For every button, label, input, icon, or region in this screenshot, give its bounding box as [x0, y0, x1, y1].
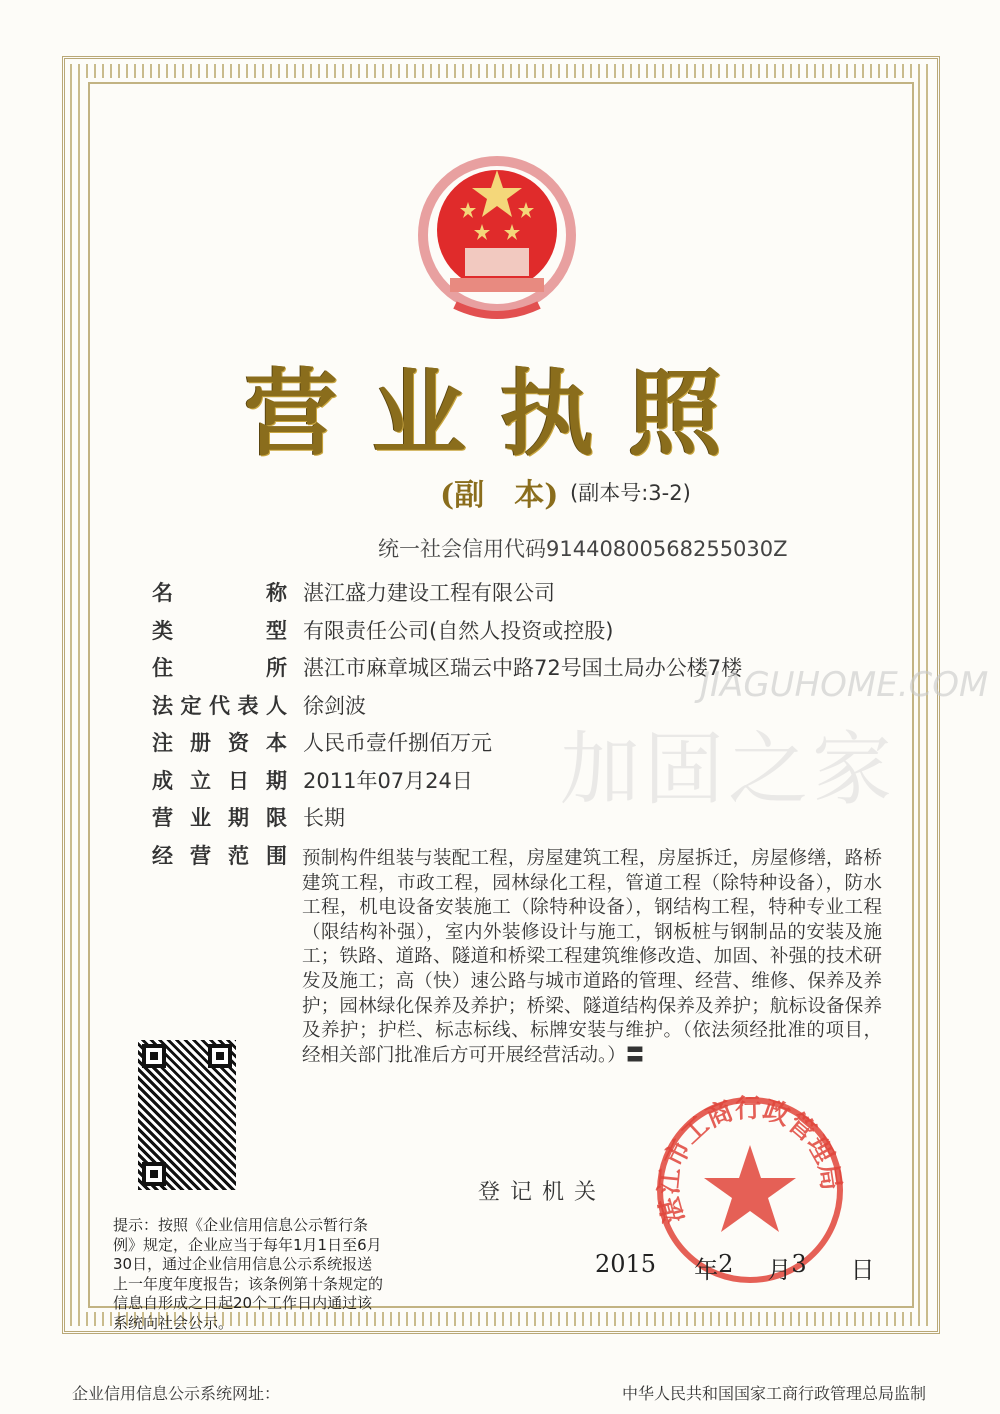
field-label-char: 资 [228, 730, 249, 755]
field-value: 人民币壹仟捌佰万元 [303, 731, 492, 755]
field-label-char: 称 [266, 580, 287, 605]
field-label [152, 840, 287, 870]
field-value: 湛江市麻章城区瑞云中路72号国土局办公楼7楼 [303, 656, 743, 680]
date-year-unit: 年 [694, 1256, 719, 1284]
field-label-char: 营 [190, 842, 211, 868]
field-label-char: 本 [266, 730, 287, 755]
copy-number: (副本号:3-2) [570, 481, 691, 505]
seal-text: 湛江市工商行政管理局 [654, 1093, 846, 1227]
field-label-char: 人 [266, 692, 287, 718]
field-row [152, 613, 613, 647]
field-label-char: 成 [152, 767, 173, 793]
copy-label: (副 本) [440, 478, 559, 513]
qr-code[interactable] [138, 1040, 236, 1190]
field-row [152, 838, 303, 872]
field-label-char: 定 [180, 692, 202, 718]
footer-supervisor: 中华人民共和国国家工商行政管理总局监制 [622, 1384, 927, 1403]
field-value: 2011年07月24日 [303, 768, 473, 793]
field-label-char: 所 [266, 655, 287, 680]
field-label-char: 期 [228, 805, 249, 830]
watermark-name: 加固之家 [560, 723, 896, 816]
field-row [152, 575, 555, 609]
field-value: 徐剑波 [303, 693, 366, 718]
field-label-char: 型 [266, 617, 287, 643]
field-label-char: 法 [152, 692, 173, 718]
field-label-char: 代 [209, 692, 230, 718]
issue-date [595, 1250, 875, 1285]
date-month: 2 [718, 1250, 734, 1278]
date-month-unit: 月 [767, 1256, 792, 1284]
watermark-url: JIAGUHOME.COM [700, 665, 989, 705]
field-row [152, 800, 345, 834]
field-label-char: 日 [228, 767, 249, 793]
registration-authority: 登记机关 [478, 1180, 607, 1205]
field-label-char: 业 [190, 805, 211, 830]
date-day-unit: 日 [850, 1256, 875, 1284]
field-label-char: 住 [152, 655, 173, 680]
field-label-char: 经 [152, 842, 173, 868]
field-row [152, 688, 366, 722]
field-label-char: 注 [152, 730, 173, 755]
date-day: 3 [791, 1250, 807, 1278]
field-label-char: 限 [266, 805, 287, 830]
field-value: 有限责任公司(自然人投资或控股) [303, 618, 614, 643]
field-label [152, 802, 287, 832]
date-year: 2015 [595, 1250, 657, 1278]
footer-website-label: 企业信用信息公示系统网址： [72, 1384, 281, 1403]
field-label-char: 表 [237, 692, 259, 718]
field-value: 湛江盛力建设工程有限公司 [303, 581, 555, 605]
field-label-char: 类 [152, 617, 173, 643]
license-title: 营业执照 [243, 359, 756, 469]
field-label [152, 690, 287, 720]
field-label-char: 围 [266, 842, 287, 868]
field-label [152, 727, 287, 757]
credit-code: 统一社会信用代码91440800568255030Z [378, 537, 788, 561]
field-label-char: 期 [266, 767, 287, 793]
notice-text: 提示：按照《企业信用信息公示暂行条例》规定，企业应当于每年1月1日至6月30日，通过企业信用信息公示系统报送上一年度年度报告；该条例第十条规定的信息自形成之日起20个工作日内通过该系统向社会公示。 [113, 1216, 384, 1332]
field-value: 长期 [303, 806, 345, 830]
field-label-char: 营 [152, 805, 173, 830]
field-label [152, 765, 287, 795]
field-label [152, 652, 287, 682]
field-row [152, 650, 742, 684]
field-label [152, 615, 287, 645]
field-label [152, 577, 287, 607]
field-label-char: 册 [190, 730, 211, 755]
field-label-char: 名 [152, 580, 173, 605]
field-row [152, 763, 473, 797]
business-scope: 预制构件组装与装配工程，房屋建筑工程，房屋拆迁，房屋修缮，路桥建筑工程，市政工程，园林绿化工程，管道工程（除特种设备），防水工程，机电设备安装施工（除特种设备），钢结构工程，特种专业工程（限结构补强），室内外装修设计与施工，钢板桩与钢制品的安装及施工；铁路、道路、隧道和桥梁工程建筑维修改造、加固、补强的技术研发及施工；高（快）速公路与城市道路的管理、经营、维修、保养及养护；园林绿化保养及养护；桥梁、隧道结构保养及养护；航标设备保养及养护；护栏、标志标线、标牌安装与维护。（依法须经批准的项目，经相关部门批准后方可开展经营活动。）〓 [302, 848, 882, 1066]
field-row [152, 725, 492, 759]
national-emblem-icon [410, 150, 585, 325]
field-label-char: 立 [190, 767, 211, 793]
field-label-char: 范 [228, 842, 249, 868]
